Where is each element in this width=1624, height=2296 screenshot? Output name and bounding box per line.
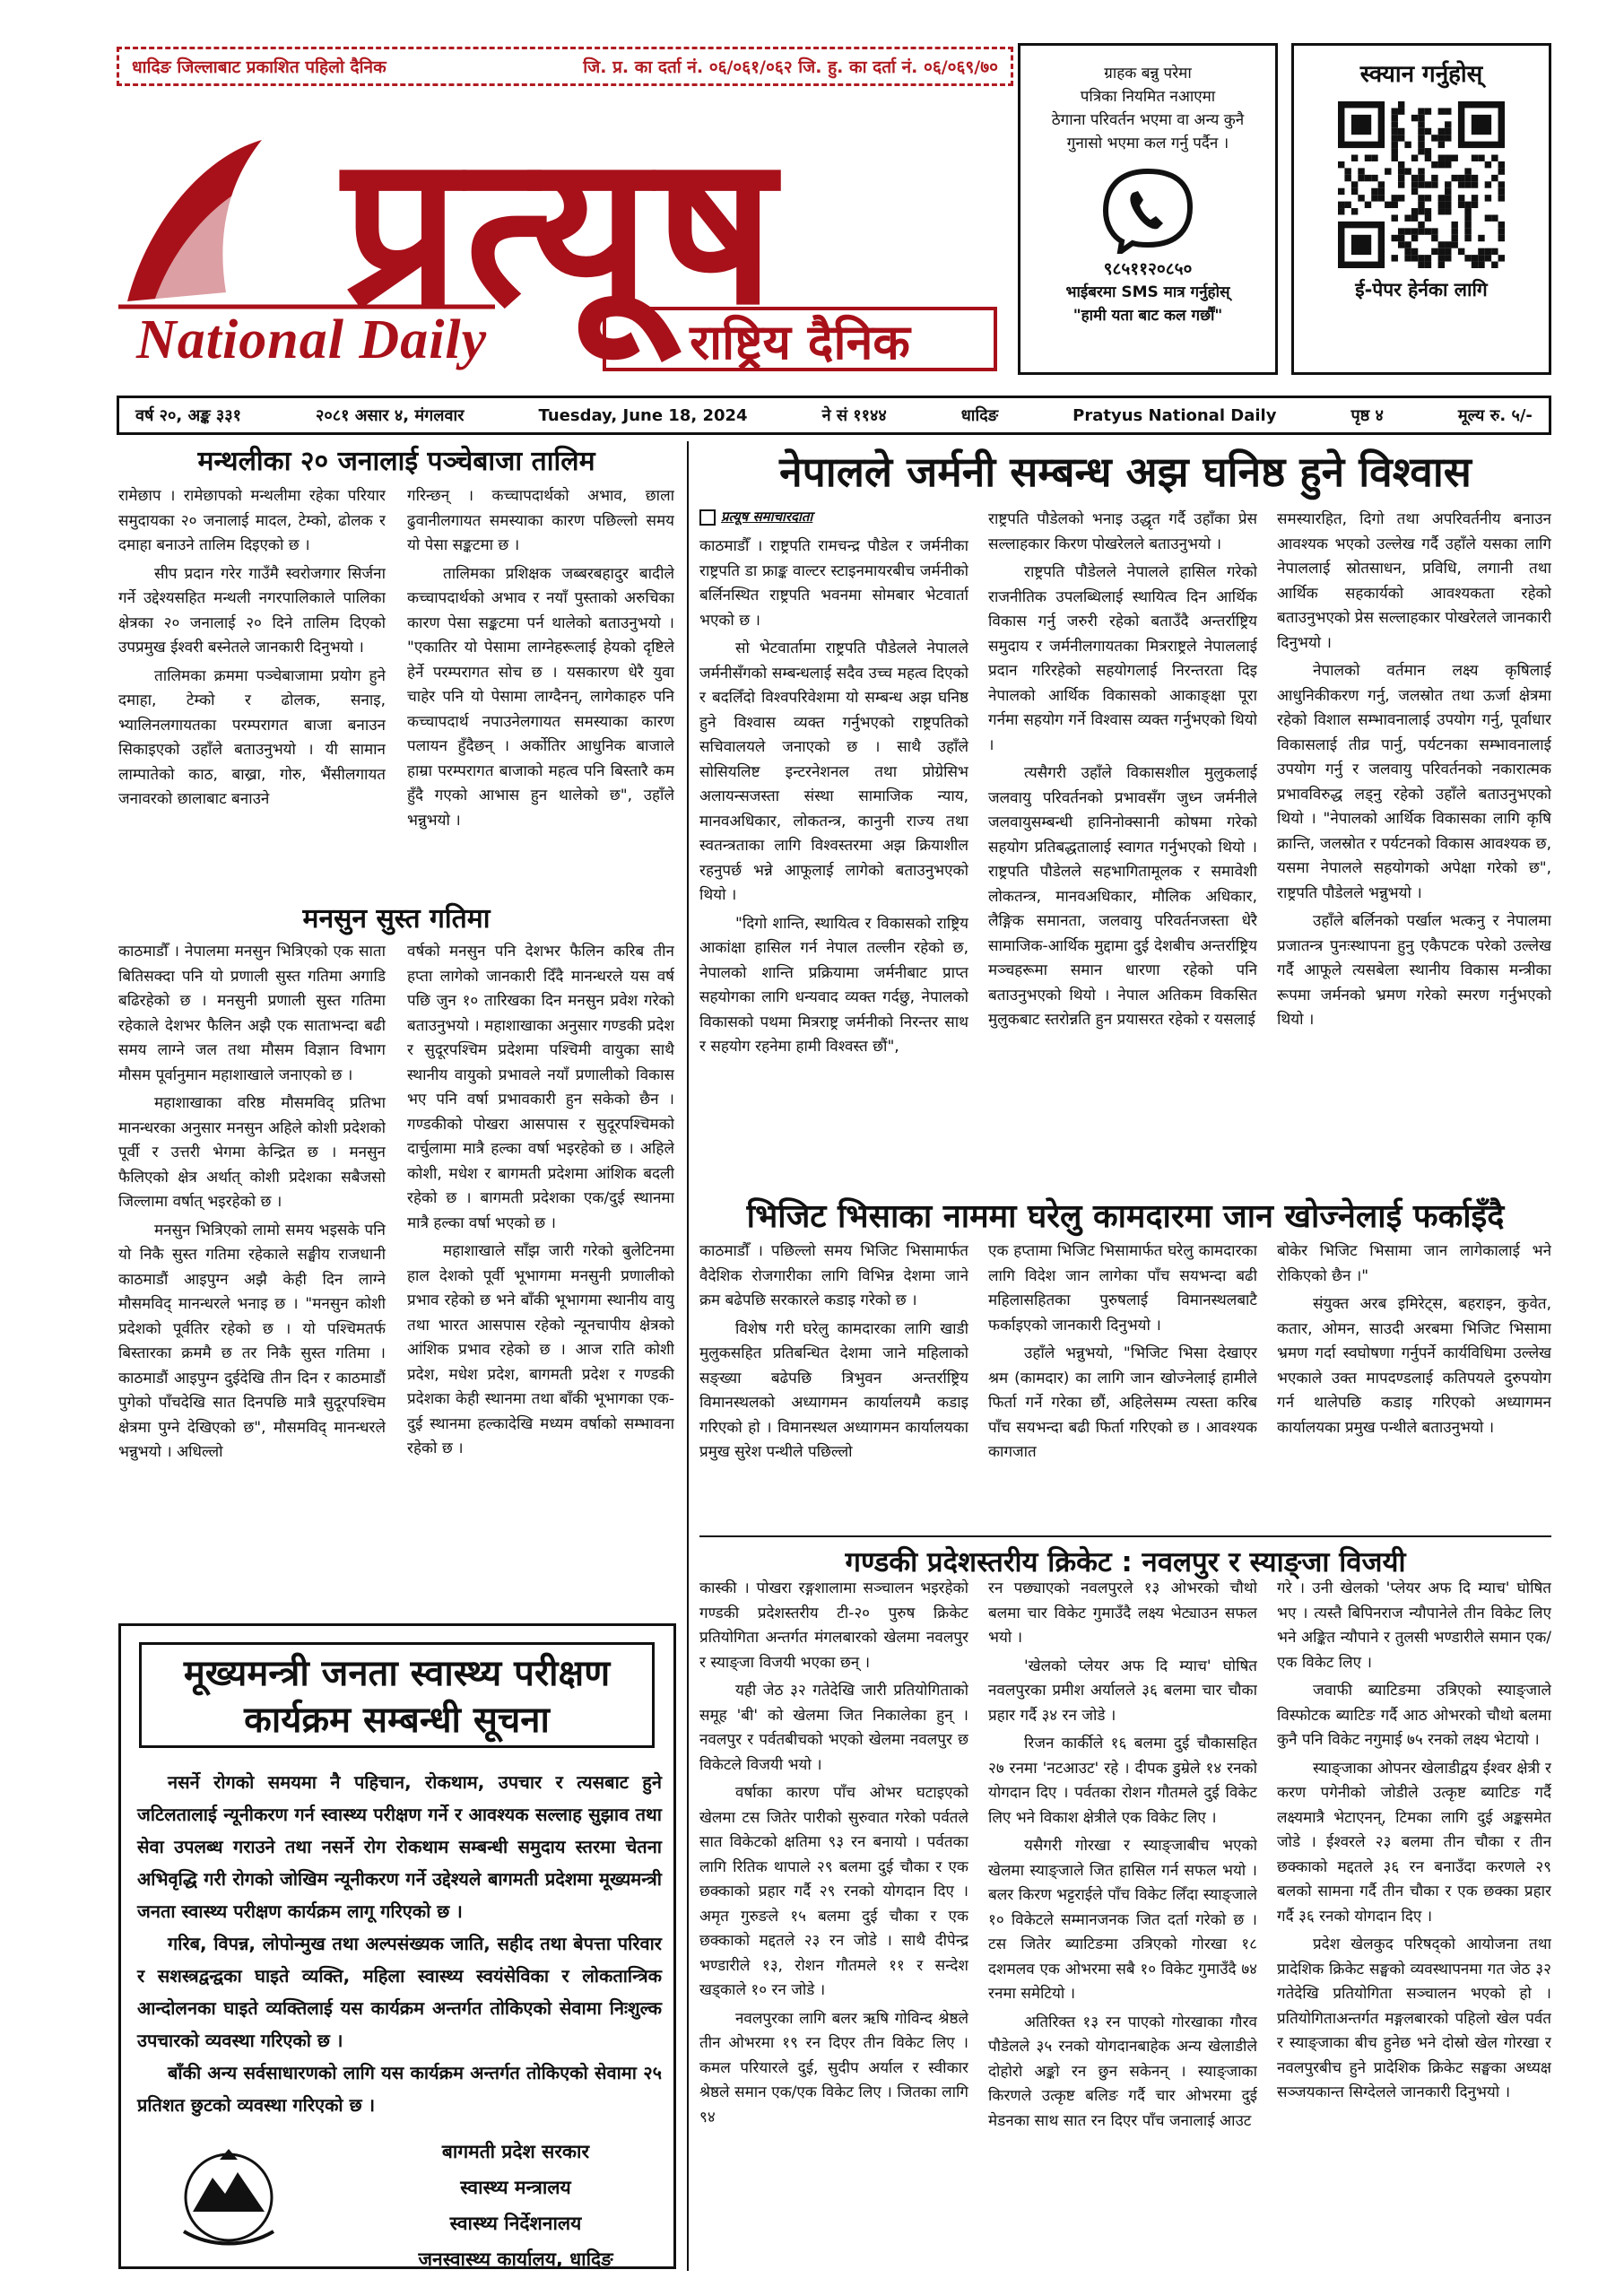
paragraph: त्यसैगरी उहाँले विकासशील मुलुकलाई जलवायु परिवर्तनको प्रभावसँग जुध्न जर्मनीले जलवायुसम्बन्धी हानिनोक्सानी कोषमा गरेको सहयोग प्रतिबद्धतालाई स्वागत गर्नुभएको थियो । राष्ट्रपति पौडेलले सहभागितामूलक र समावेशी लोकतन्त्र, मानवअधिकार, मौलिक अधिकार, लैङ्गिक समानता, जलवायु परिवर्तनजस्ता धेरै सामाजिक-आर्थिक मुद्दामा दुई देशबीच अन्तर्राष्ट्रिय मञ्चहरूमा समान धारणा रहेको पनि बताउनुभएको थियो । नेपाल अतिकम विकसित मुलुकबाट स्तरोन्नति हुन प्रयासरत रहेको र यसलाई: [988, 764, 1257, 1029]
cricket-col-3: [1277, 1577, 1551, 2273]
paper-name: Pratyus National Daily: [1073, 405, 1277, 425]
english-date: Tuesday, June 18, 2024: [538, 405, 748, 425]
germany-col-2: [988, 508, 1257, 1186]
notice-line: गुनासो भएमा कल गर्नु पर्दैन ।: [1066, 135, 1229, 152]
paragraph: सो भेटवार्तामा राष्ट्रपति पौडेलले नेपालले जर्मनीसँगको सम्बन्धलाई सदैव उच्च महत्व दिएको र बदलिँदो विश्वपरिवेशमा यो सम्बन्ध अझ घनिष्ठ हुने विश्वास व्यक्त गर्नुभएको राष्ट्रपतिको सचिवालयले जनाएको छ । साथै उहाँले सोसियलिष्ट इन्टरनेशनल तथा प्रोग्रेसिभ अलायन्सजस्ता संस्था सामाजिक न्याय, मानवअधिकार, लोकतन्त्र, कानुनी राज्य तथा स्वतन्त्रताका लागि विश्वस्तरमा अझ क्रियाशील रहनुपर्छ भन्ने आफूलाई लागेको बताउनुभएको थियो ।: [699, 639, 968, 904]
byline-text: प्रत्यूष समाचारदाता: [721, 509, 813, 525]
logo-wordmark: प्रत्यूष: [343, 109, 780, 351]
paragraph: काठमाडौँ । नेपालमा मनसुन भित्रिएको एक साता बितिसक्दा पनि यो प्रणाली सुस्त गतिमा अगाडि बढिरहेको छ । मनसुनी प्रणाली सुस्त गतिमा रहेकाले देशभर फैलिन अझै एक साताभन्दा बढी समय लाग्ने जल तथा मौसम विज्ञान विभाग मौसम पूर्वानुमान महाशाखाले जनाएको छ ।: [118, 943, 386, 1084]
paragraph: महाशाखाका वरिष्ठ मौसमविद् प्रतिभा मानन्धरका अनुसार मनसुन अहिले कोशी प्रदेशको पूर्वी र उत्तरी भेगमा केन्द्रित छ । मनसुन फैलिएको क्षेत्र अर्थात् कोशी प्रदेशका सबैजसो जिल्लामा वर्षात् भइरहेको छ ।: [118, 1094, 386, 1211]
signature-line: स्वास्थ्य निर्देशनालय: [449, 2213, 582, 2234]
visa-col-3: [1277, 1239, 1551, 1534]
paragraph: सीप प्रदान गरेर गाउँमै स्वरोजगार सिर्जना गर्ने उद्देश्यसहित मन्थली नगरपालिकाले पालिका क्षेत्रका २० जनालाई २० दिने तालिम दिएको उपप्रमुख ईश्वरी बस्नेतले जानकारी दिनुभयो ।: [118, 564, 386, 657]
headline-monsoon: मनसुन सुस्त गतिमा: [302, 903, 491, 935]
price: मूल्य रु. ५/-: [1457, 406, 1533, 425]
paragraph: एक हप्तामा भिजिट भिसामार्फत घरेलु कामदारका लागि विदेश जान लागेका पाँच सयभन्दा बढी महिलासहितका पुरुषलाई विमानस्थलबाटै फर्काइएको जानकारी दिनुभयो ।: [988, 1242, 1257, 1335]
notice-signature: [372, 2134, 659, 2277]
visa-col-1: [699, 1239, 968, 1534]
viber-phone-icon: [1099, 164, 1197, 254]
paragraph: यही जेठ ३२ गतेदेखि जारी प्रतियोगिताको समूह 'बी' को खेलमा जित निकालेका हुन् । नवलपुर र पर्वतबीचको भएको खेलमा नवलपुर छ विकेटले विजयी भयो ।: [699, 1682, 968, 1774]
notice-line: ठेगाना परिवर्तन भएमा वा अन्य कुनै: [1051, 111, 1245, 129]
paragraph: यसैगरी गोरखा र स्याङ्जाबीच भएको खेलमा स्याङ्जाले जित हासिल गर्न सफल भयो । बलर किरण भट्टराईले पाँच विकेट लिँदा स्याङ्जाले १० विकेटले सम्मानजनक जित दर्ता गरेको छ । टस जितेर ब्याटिङमा उत्रिएको गोरखा १८ दशमलव एक ओभरमा सबै १० विकेट गुमाउँदै ७४ रनमा समेटियो ।: [988, 1837, 1257, 2003]
column-divider: [687, 441, 689, 2271]
paragraph: रामेछाप । रामेछापको मन्थलीमा रहेका परियार समुदायका २० जनालाई मादल, टेम्को, ढोलक र दमाहा बनाउने तालिम दिइएको छ ।: [118, 487, 386, 554]
paragraph: काठमाडौँ । पछिल्लो समय भिजिट भिसामार्फत वैदेशिक रोजगारीका लागि विभिन्न देशमा जाने क्रम बढेपछि सरकारले कडाइ गरेको छ ।: [699, 1242, 968, 1309]
headline-cricket: गण्डकी प्रदेशस्तरीय क्रिकेट : नवलपुर र स्याङ्जा विजयी: [699, 1535, 1551, 1580]
paragraph: गरिन्छन् । कच्चापदार्थको अभाव, छाला ढुवानीलगायत समस्याका कारण पछिल्लो समय यो पेसा सङ्कटमा छ ।: [407, 487, 674, 554]
phone-number: ९८५११२०८५०: [1103, 259, 1193, 279]
paragraph: विशेष गरी घरेलु कामदारका लागि खाडी मुलुकसहित प्रतिबन्धित देशमा जाने महिलाको सङ्ख्या बढेपछि त्रिभुवन अन्तर्राष्ट्रिय विमानस्थलको अध्यागमन कार्यालयमै कडाइ गरिएको हो । विमानस्थल अध्यागमन कार्यालयका प्रमुख सुरेश पन्थीले पछिल्लो: [699, 1319, 968, 1461]
sms-line: भाईबरमा SMS मात्र गर्नुहोस्: [1065, 283, 1230, 301]
health-program-notice: [118, 1623, 676, 2269]
germany-col-3: [1277, 508, 1551, 1186]
paragraph: समस्यारहित, दिगो तथा अपरिवर्तनीय बनाउन आवश्यक भएको उल्लेख गर्दै उहाँले यसका लागि नेपाललाई स्रोतसाधन, प्रविधि, लगानी तथा आर्थिक सहकार्यको आवश्यकता रहेको बताउनुभएको प्रेस सल्लाहकार पोखरेलले जानकारी दिनुभयो ।: [1277, 510, 1551, 652]
signature-line: स्वास्थ्य मन्त्रालय: [460, 2177, 571, 2198]
cricket-col-2: [988, 1577, 1257, 2273]
notice-title-line: कार्यक्रम सम्बन्धी सूचना: [244, 1700, 550, 1741]
paragraph: नवलपुरका लागि बलर ऋषि गोविन्द श्रेष्ठले तीन ओभरमा १९ रन दिएर तीन विकेट लिए । कमल परियारले दुई, सुदीप अर्याल र स्वीकार श्रेष्ठले समान एक/एक विकेट लिए । जितका लागि ९४: [699, 2009, 968, 2126]
scan-caption: ई-पेपर हेर्नका लागि: [1355, 279, 1488, 300]
notice-title-line: मूख्यमन्त्री जनता स्वास्थ्य परीक्षण: [183, 1653, 611, 1694]
visa-col-2: [988, 1239, 1257, 1534]
paragraph: महाशाखाले साँझ जारी गरेको बुलेटिनमा हाल देशको पूर्वी भूभागमा मनसुनी प्रणालीको प्रभाव रहेको छ भने बाँकी भूभागमा स्थानीय वायु तथा भारत आसपास रहेको न्यूनचापीय क्षेत्रको आंशिक प्रभाव रहेको छ । आज राति कोशी प्रदेश, मधेश प्रदेश, बागमती प्रदेश र गण्डकी प्रदेशका केही स्थानमा तथा बाँकी भूभागका एक-दुई स्थानमा हल्कादेखि मध्यम वर्षाको सम्भावना रहेको छ ।: [407, 1242, 674, 1457]
paragraph: बोकेर भिजिट भिसामा जान लागेकालाई भने रोकिएको छैन ।": [1277, 1242, 1551, 1285]
byline-box-icon: [699, 509, 716, 526]
signature-line: बागमती प्रदेश सरकार: [441, 2141, 590, 2162]
paragraph: जवाफी ब्याटिङमा उत्रिएको स्याङ्जाले विस्फोटक ब्याटिङ गर्दै आठ ओभरको चौथो बलमा कुनै पनि विकेट नगुमाई ७५ रनको लक्ष्य भेटायो ।: [1277, 1682, 1551, 1749]
notice-paragraph: गरिब, विपन्न, लोपोन्मुख तथा अल्पसंख्यक जाति, सहीद तथा बेपत्ता परिवार र सशस्त्रद्वन्द्वका घाइते व्यक्ति, महिला स्वास्थ्य स्वयंसेविका र लोकतान्त्रिक आन्दोलनका घाइते व्यक्तिलाई यस कार्यक्रम अन्तर्गत तोकिएको सेवामा निःशुल्क उपचारको व्यवस्था गरिएको छ ।: [137, 1933, 662, 2051]
panchebaja-col-2: [407, 484, 674, 897]
panchebaja-col-1: [118, 484, 386, 897]
paragraph: रिजन कार्कीले १६ बलमा दुई चौकासहित २७ रनमा 'नटआउट' रहे । दीपक डुम्रेले १४ रनको योगदान दिए । पर्वतका रोशन गौतमले दुई विकेट लिए भने विकाश क्षेत्रीले एक विकेट लिए ।: [988, 1735, 1257, 1827]
notice-line: पत्रिका नियमित नआएमा: [1080, 88, 1216, 106]
paragraph: तालिमका प्रशिक्षक जब्बरबहादुर बादीले कच्चापदार्थको अभाव र नयाँ पुस्ताको अरुचिका कारण पेसा सङ्कटमा पर्न थालेको बताउनुभयो । "एकातिर यो पेसामा लाग्नेहरूलाई हेयको दृष्टिले हेर्ने परम्परागत सोच छ । यसकारण धेरै युवा चाहेर पनि यो पेसामा लाग्दैनन्, लागेकाहरु पनि कच्चापदार्थ नपाउनेलगायत समस्याका कारण पलायन हुँदैछन् । अर्कोतिर आधुनिक बाजाले हाम्रा परम्परागत बाजाको महत्व पनि बिस्तारै कम हुँदै गएको आभास हुन थालेको छ", उहाँले भन्नुभयो ।: [407, 564, 674, 830]
paragraph: राष्ट्रपति पौडेलको भनाइ उद्धृत गर्दै उहाँका प्रेस सल्लाहकार किरण पोखरेलले बताउनुभयो ।: [988, 510, 1257, 553]
cricket-col-1: [699, 1577, 968, 2273]
signature-line: जनस्वास्थ्य कार्यालय, धादिङ: [418, 2248, 613, 2270]
paragraph: प्रदेश खेलकुद परिषद्को आयोजना तथा प्रादेशिक क्रिकेट सङ्घको व्यवस्थापनमा गत जेठ ३२ गतेदेखि प्रतियोगिता सञ्चालन भएको हो । प्रतियोगिताअन्तर्गत मङ्गलबारको पहिलो खेल पर्वत र स्याङ्जाका बीच हुनेछ भने दोस्रो खेल गोरखा र नवलपुरबीच हुने प्रादेशिक क्रिकेट सङ्घका अध्यक्ष सञ्जयकान्त सिग्देलले जानकारी दिनुभयो ।: [1277, 1935, 1551, 2101]
paragraph: संयुक्त अरब इमिरेट्स, बहराइन, कुवेत, कतार, ओमन, साउदी अरबमा भिजिट भिसामा भ्रमण गर्दा स्वघोषणा गर्नुपर्ने कार्यविधिमा उल्लेख भएकाले उक्त मापदण्डलाई कतिपयले दुरुपयोग गर्न थालेपछि कडाइ गरिएको अध्यागमन कार्यालयका प्रमुख पन्थीले बताउनुभयो ।: [1277, 1295, 1551, 1437]
qr-box: [1291, 43, 1551, 375]
notice-body: [137, 1766, 662, 2121]
monsoon-col-1: [118, 940, 386, 1611]
headline-germany: नेपालले जर्मनी सम्बन्ध अझ घनिष्ठ हुने विश्वास: [779, 448, 1472, 496]
paragraph: उहाँले भन्नुभयो, "भिजिट भिसा देखाएर श्रम (कामदार) का लागि जान खोज्नेलाई हामीले फिर्ता गर्ने गरेका छौं, अहिलेसम्म त्यस्ता करिब पाँच सयभन्दा बढी फिर्ता गरिएको छ । आवश्यक कागजात: [988, 1344, 1257, 1461]
tagline: धादिङ जिल्लाबाट प्रकाशित पहिलो दैनिक: [132, 57, 386, 77]
dateline-bar: [117, 396, 1551, 435]
paragraph: मनसुन भित्रिएको लामो समय भइसके पनि यो निकै सुस्त गतिमा रहेकाले सङ्घीय राजधानी काठमाडौं आइपुग्न अझै केही दिन लाग्ने मौसमविद् मानन्धरले भनाइ छ । "मनसुन कोशी प्रदेशको पूर्वतिर रहेको छ । यो पश्चिमतर्फ बिस्तारका क्रममै छ तर निकै सुस्त गतिमा । काठमाडौं आइपुग्न दुईदेखि तीन दिन र काठमाडौं पुगेको पाँचदेखि सात दिनपछि मात्रै सुदूरपश्चिम क्षेत्रमा पुग्ने देखिएको छ", मौसमविद् मानन्धरले भन्नुभयो । अधिल्लो: [118, 1221, 386, 1461]
paragraph: वर्षाका कारण पाँच ओभर घटाइएको खेलमा टस जितेर पारीको सुरुवात गरेको पर्वतले सात विकेटको क्षतिमा ९३ रन बनायो । पर्वतका लागि रितिक थापाले २९ बलमा दुई चौका र एक छक्काको प्रहार गर्दै २९ रनको योगदान दिए । अमृत गुरुङले १५ बलमा दुई चौका र एक छक्काको मद्दतले २३ रन जोडे । साथै दीपेन्द्र भण्डारीले १३, रोशन गौतमले ११ र सन्देश खड्काले १० रन जोडे ।: [699, 1784, 968, 1999]
newspaper-logo: [118, 95, 1004, 382]
subscriber-notice-box: [1018, 43, 1278, 375]
logo-english: National Daily: [136, 309, 488, 370]
notice-line: ग्राहक बन्नु परेमा: [1104, 65, 1192, 83]
registration-number: जि. प्र. का दर्ता नं. ०६/०६१/०६२ जि. हु. का दर्ता नं. ०६/०६९/७०: [583, 57, 998, 77]
headline-panchebaja: मन्थलीका २० जनालाई पञ्चेबाजा तालिम: [197, 446, 595, 477]
paragraph: स्याङ्जाका ओपनर खेलाडीद्वय ईश्वर क्षेत्री र करण पगेनीको जोडीले उत्कृष्ट ब्याटिङ गर्दै लक्ष्यमात्रै भेटाएनन्, टिमका लागि दुई अङ्कसमेत जोडे । ईश्वरले २३ बलमा तीन चौका र तीन छक्काको मद्दतले ३६ रन बनाउँदा करणले २९ बलको सामना गर्दै तीन चौका र एक छक्का प्रहार गर्दै ३६ रनको योगदान दिए ।: [1277, 1759, 1551, 1926]
nepal-sambat: ने सं ११४४: [821, 406, 887, 425]
paragraph: राष्ट्रपति पौडेलले नेपालले हासिल गरेको राजनीतिक उपलब्धिलाई स्थायित्व दिन आर्थिक विकास गर्नु जरुरी रहेको बताउँदै अन्तर्राष्ट्रिय समुदाय र जर्मनीलगायतका मित्रराष्ट्रले नेपाललाई प्रदान गरिरहेको सहयोगलाई निरन्तरता दिइ नेपालको आर्थिक विकासको आकाङ्क्षा पूरा गर्नमा सहयोग गर्ने विश्वास व्यक्त गर्नुभएको थियो ।: [988, 563, 1257, 754]
paragraph: कास्की । पोखरा रङ्गशालामा सञ्चालन भइरहेको गण्डकी प्रदेशस्तरीय टी-२० पुरुष क्रिकेट प्रतियोगिता अन्तर्गत मंगलबारको खेलमा नवलपुर र स्याङ्जा विजयी भएका छन् ।: [699, 1579, 968, 1672]
monsoon-col-2: [407, 940, 674, 1611]
registration-bar: [117, 47, 1013, 86]
headline-visit-visa: भिजिट भिसाका नाममा घरेलु कामदारमा जान खोज्नेलाई फर्काइँदै: [746, 1198, 1505, 1235]
paragraph: 'खेलको प्लेयर अफ दि म्याच' घोषित नवलपुरका प्रमीश अर्यालले ३६ बलमा चार चौका प्रहार गर्दै ३४ रन जोडे ।: [988, 1657, 1257, 1725]
volume: वर्ष २०, अङ्क ३३१: [135, 406, 241, 425]
paragraph: गरे । उनी खेलको 'प्लेयर अफ दि म्याच' घोषित भए । त्यस्तै बिपिनराज न्यौपानेले तीन विकेट लिए भने अङ्कित न्यौपाने र तुलसी भण्डारीले समान एक/एक विकेट लिए ।: [1277, 1579, 1551, 1672]
notice-paragraph: बाँकी अन्य सर्वसाधारणको लागि यस कार्यक्रम अन्तर्गत तोकिएको सेवामा २५ प्रतिशत छुटको व्यवस्था गरिएको छ ।: [137, 2062, 662, 2116]
government-emblem-icon: [157, 2142, 300, 2258]
page-number: पृष्ठ ४: [1350, 406, 1384, 425]
nepali-date: २०८१ असार ४, मंगलवार: [316, 406, 465, 425]
paragraph: अतिरिक्त १३ रन पाएको गोरखाका गौरव पौडेलले ३५ रनको योगदानबाहेक अन्य खेलाडीले दोहोरो अङ्को रन छुन सकेनन् । स्याङ्जाका किरणले उत्कृष्ट बलिङ गर्दै चार ओभरमा दुई मेडनका साथ सात रन दिएर पाँच जनालाई आउट: [988, 2013, 1257, 2130]
paragraph: काठमाडौँ । राष्ट्रपति रामचन्द्र पौडेल र जर्मनीका राष्ट्रपति डा फ्राङ्क वाल्टर स्टाइनमायरबीच जर्मनीको बर्लिनस्थित राष्ट्रपति भवनमा सोमबार भेटवार्ता भएको छ ।: [699, 537, 968, 630]
germany-col-1: [699, 535, 968, 1186]
byline-germany: [699, 508, 995, 526]
qr-code-icon[interactable]: [1338, 101, 1505, 268]
logo-nepali: राष्ट्रिय दैनिक: [603, 307, 997, 371]
notice-paragraph: नसर्ने रोगको समयमा नै पहिचान, रोकथाम, उपचार र त्यसबाट हुने जटिलतालाई न्यूनीकरण गर्न स्वास्थ्य परीक्षण गर्ने र आवश्यक सल्लाह सुझाव तथा सेवा उपलब्ध गराउने तथा नसर्ने रोग रोकथाम सम्बन्धी समुदाय स्तरमा चेतना अभिवृद्धि गरी रोगको जोखिम न्यूनीकरण गर्ने उद्देश्यले बागमती प्रदेशमा मूख्यमन्त्री जनता स्वास्थ्य परीक्षण कार्यक्रम लागू गरिएको छ ।: [137, 1771, 662, 1922]
paragraph: "दिगो शान्ति, स्थायित्व र विकासको राष्ट्रिय आकांक्षा हासिल गर्न नेपाल तल्लीन रहेको छ, नेपालको शान्ति प्रक्रियामा जर्मनीबाट प्राप्त सहयोगका लागि धन्यवाद व्यक्त गर्दछु, नेपालको विकासको पथमा मित्रराष्ट्र जर्मनीको निरन्तर साथ र सहयोग रहनेमा हामी विश्वस्त छौं",: [699, 914, 968, 1056]
paragraph: उहाँले बर्लिनको पर्खाल भत्कनु र नेपालमा प्रजातन्त्र पुनःस्थापना हुनु एकैपटक परेको उल्लेख गर्दै आफूले त्यसबेला स्थानीय विकास मन्त्रीका रूपमा जर्मनको भ्रमण गरेको स्मरण गर्नुभएको थियो ।: [1277, 912, 1551, 1029]
place: धादिङ: [960, 406, 999, 425]
paragraph: वर्षको मनसुन पनि देशभर फैलिन करिब तीन हप्ता लागेको जानकारी दिँदै मानन्धरले यस वर्ष पछि जुन १० तारिखका दिन मनसुन प्रवेश गरेको बताउनुभयो । महाशाखाका अनुसार गण्डकी प्रदेश र सुदूरपश्चिम प्रदेशमा पश्चिमी वायुका साथै स्थानीय वायुको प्रभावले नयाँ प्रणालीको विकास भए पनि वर्षा प्रभावकारी हुन सकेको छैन । गण्डकीको पोखरा आसपास र सुदूरपश्चिमको दार्चुलामा मात्रै हल्का वर्षा भइरहेको छ । अहिले कोशी, मधेश र बागमती प्रदेशमा आंशिक बदली रहेको छ । बागमती प्रदेशका एक/दुई स्थानमा मात्रै हल्का वर्षा भएको छ ।: [407, 943, 674, 1232]
paragraph: रन पछ्याएको नवलपुरले १३ ओभरको चौथो बलमा चार विकेट गुमाउँदै लक्ष्य भेट्याउन सफल भयो ।: [988, 1579, 1257, 1647]
notice-title: [139, 1642, 655, 1748]
paragraph: तालिमका क्रममा पञ्चेबाजामा प्रयोग हुने दमाहा, टेम्को र ढोलक, सनाइ, भ्यालिनलगायतका परम्परागत बाजा बनाउन सिकाइएको उहाँले बताउनुभयो । यी सामान लाम्पातेको काठ, बाख्रा, गोरु, भैंसीलगायत जनावरको छालाबाट बनाउने: [118, 666, 386, 808]
scan-title: स्क्यान गर्नुहोस्: [1359, 61, 1483, 88]
paragraph: नेपालको वर्तमान लक्ष्य कृषिलाई आधुनिकीकरण गर्नु, जलस्रोत तथा ऊर्जा क्षेत्रमा रहेको विशाल सम्भावनालाई उपयोग गर्नु, पूर्वाधार विकासलाई तीव्र पार्नु, पर्यटनका सम्भावनालाई उपयोग गर्नु र जलवायु परिवर्तनको नकारात्मक प्रभावविरुद्ध लड्नु रहेको उहाँले बताउनुभएको थियो । "नेपालको आर्थिक विकासका लागि कृषि क्रान्ति, जलस्रोत र पर्यटनको विकास आवश्यक छ, यसमा नेपालले सहयोगको अपेक्षा गरेको छ", राष्ट्रपति पौडेलले भन्नुभयो ।: [1277, 662, 1551, 902]
sms-quote: "हामी यता बाट कल गर्छौं": [1073, 307, 1223, 325]
